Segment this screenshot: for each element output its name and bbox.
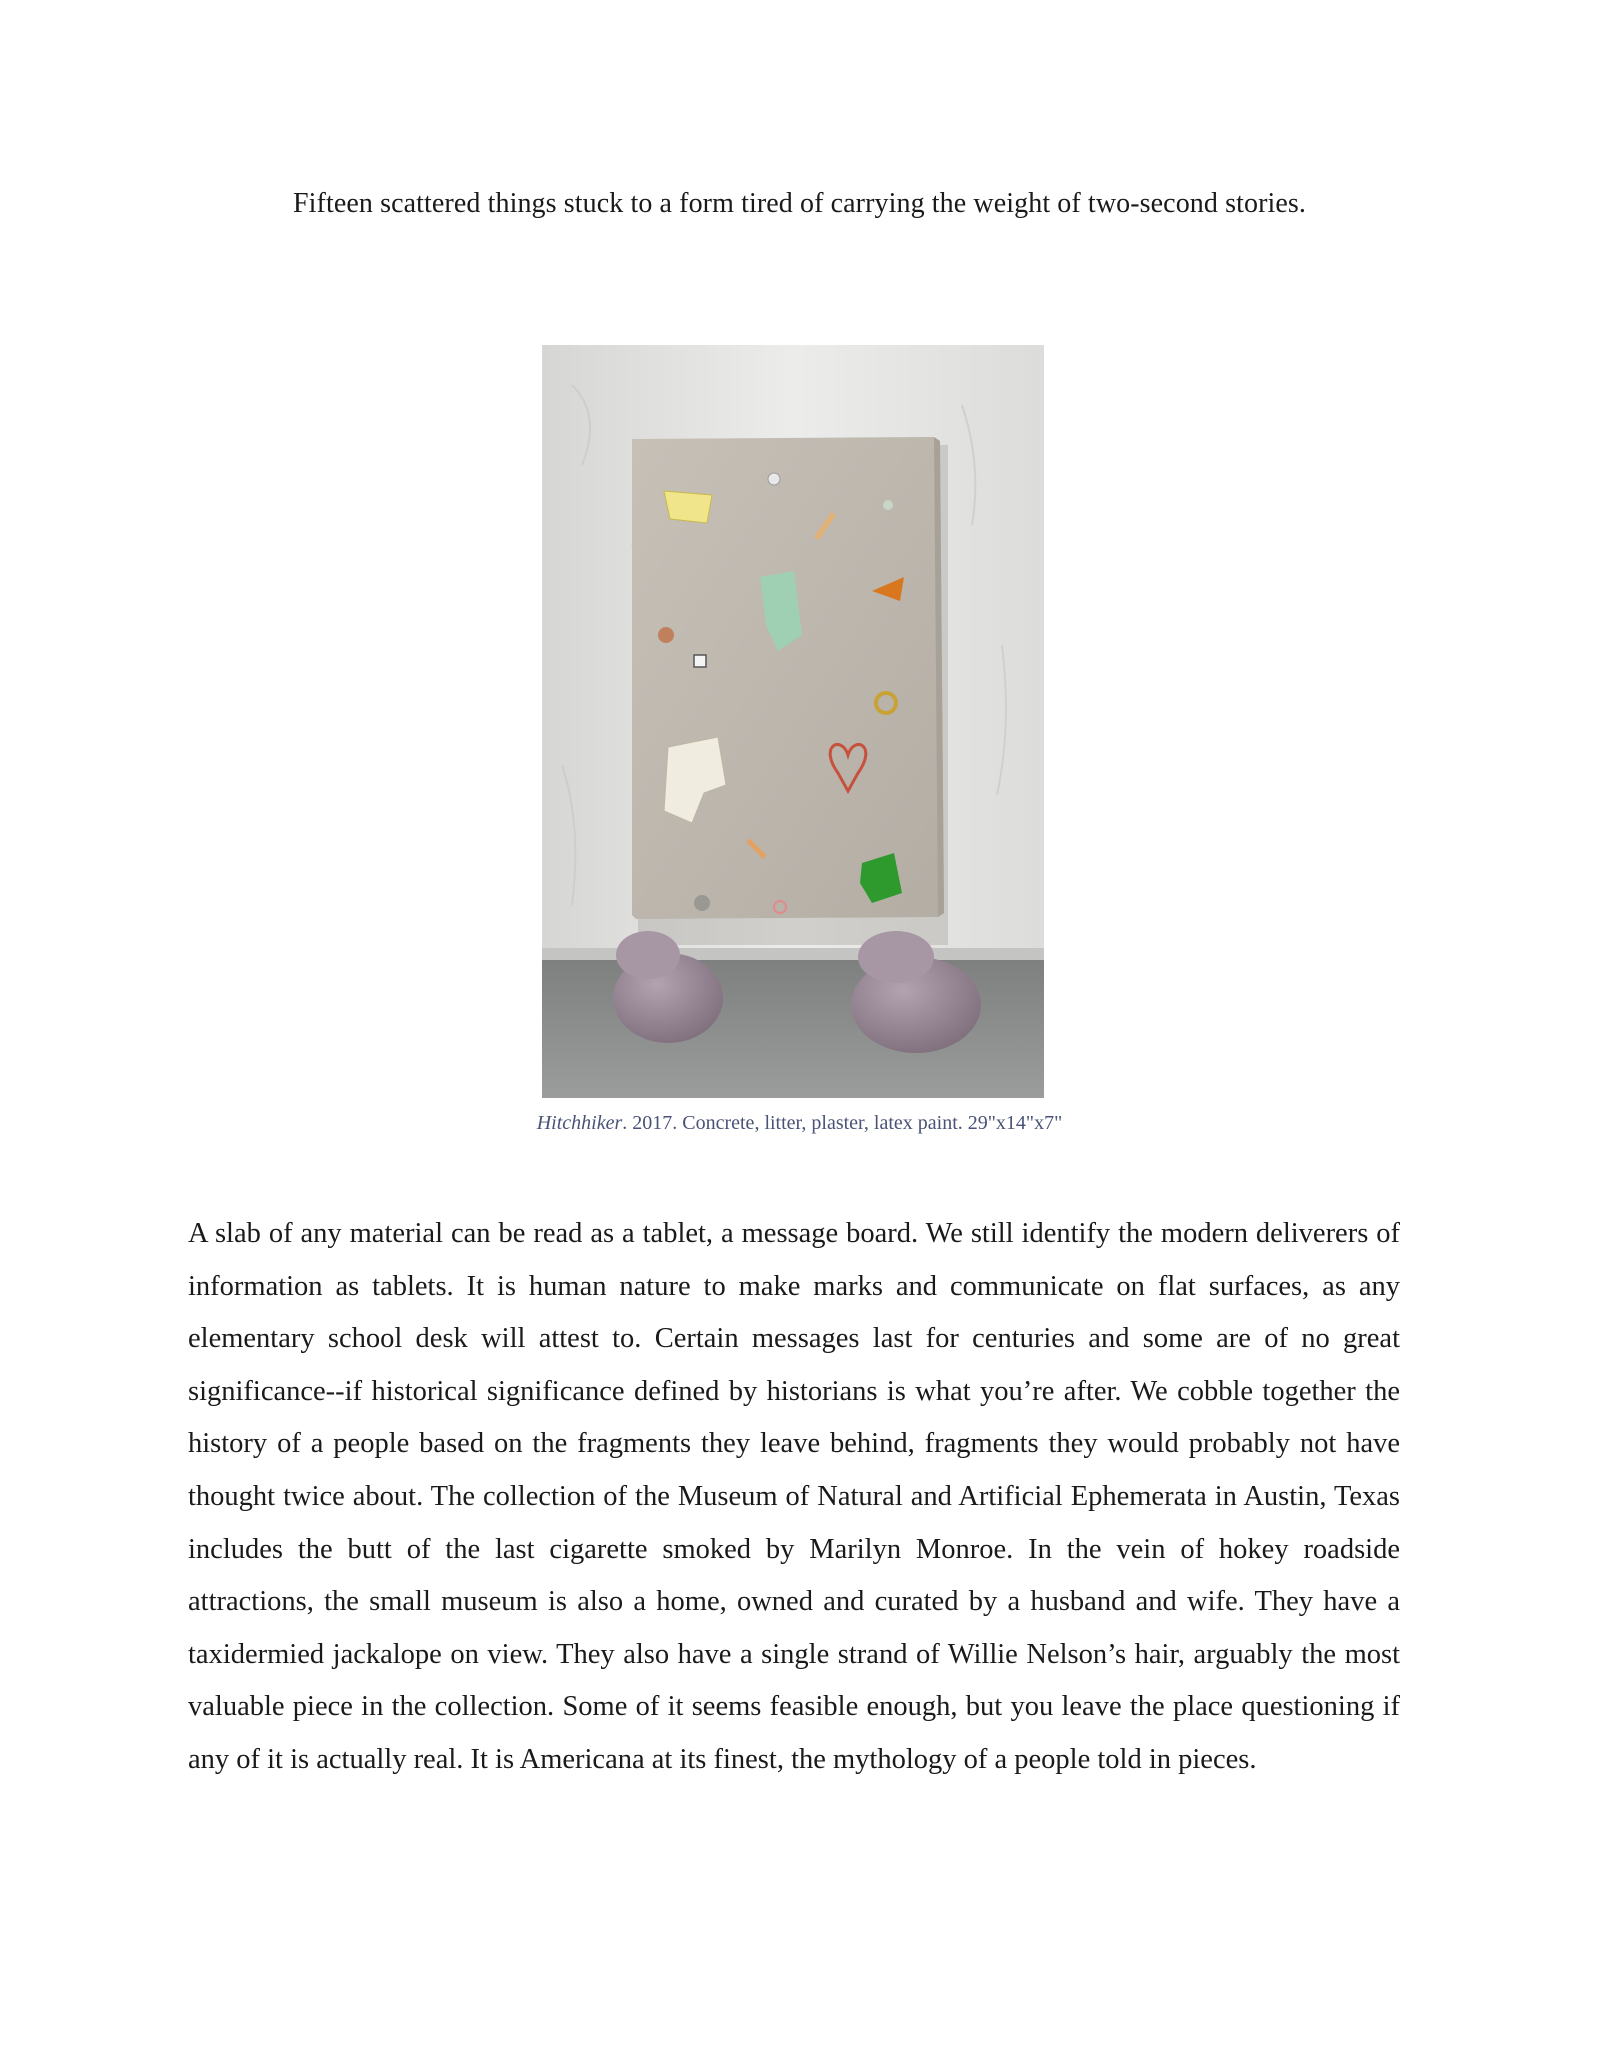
clear-plastic-bit — [768, 473, 780, 485]
body-paragraph: A slab of any material can be read as a tablet, a message board. We still identify the modern deliverers of information as tablets. It is human nature to make marks and communicate on flat surfaces, as any elementary school desk will attest to. Certain messages last for centuries and some are of no great significance--if historical significance defined by historians is what you’re after. We cobble together the history of a people based on the fragments they leave behind, fragments they would probably not have thought twice about. The collection of the Museum of Natural and Artificial Ephemerata in Austin, Texas includes the butt of the last cigarette smoked by Marilyn Monroe. In the vein of hokey roadside attractions, the small museum is also a home, owned and curated by a husband and wife. They have a taxidermied jackalope on view. They also have a single strand of Willie Nelson’s hair, arguably the most valuable piece in the collection. Some of it seems feasible enough, but you leave the place questioning if any of it is actually real. It is Americana at its finest, the mythology of a people told in pieces. — [188, 1218, 1400, 1775]
artwork-photo-drawing — [542, 345, 1044, 1098]
square-tag — [694, 655, 706, 667]
grey-disc — [694, 895, 710, 911]
figure-caption — [0, 1112, 1599, 1135]
artwork-photo — [542, 345, 1044, 1098]
caption-details: . 2017. Concrete, litter, plaster, latex paint. 29"x14"x7" — [622, 1112, 1063, 1134]
epigraph: Fifteen scattered things stuck to a form tired of carrying the weight of two-second stories. — [292, 188, 1307, 219]
caption-title: Hitchhiker — [536, 1112, 623, 1134]
penny — [658, 627, 674, 643]
small-tag — [883, 500, 893, 510]
yellow-wrapper — [664, 491, 712, 523]
